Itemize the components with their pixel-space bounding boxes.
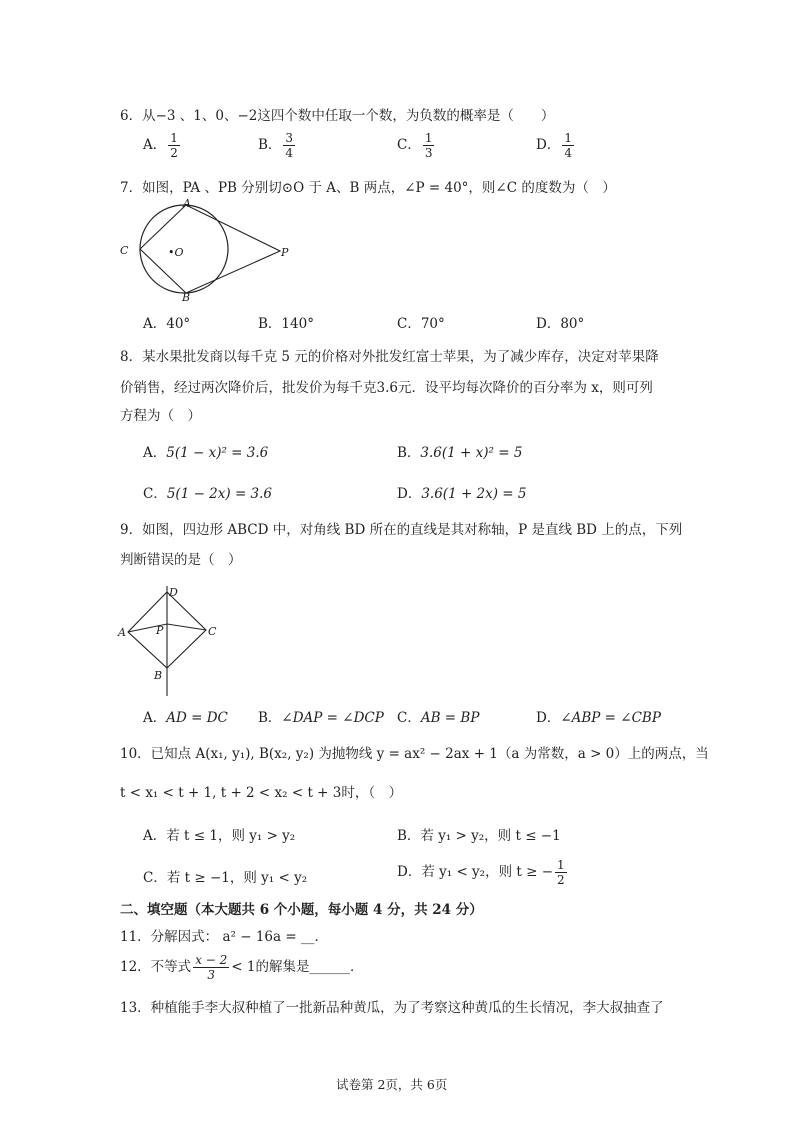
q9-option-b[interactable]: B．∠DAP = ∠DCP — [258, 710, 384, 726]
q8-option-a[interactable]: A．5(1 − x)² = 3.6 — [143, 445, 269, 461]
q13: 13．种植能手李大叔种植了一批新品种黄瓜，为了考察这种黄瓜的生长情况，李大叔抽查了 — [120, 1000, 664, 1016]
q8-line-2: 价销售，经过两次降价后，批发价为每千克3.6元．设平均每次降价的百分率为 x，则可列 — [120, 380, 653, 396]
q8-line-1: 8．某水果批发商以每千克 5 元的价格对外批发红富士苹果，为了减少库存，决定对苹果降 — [120, 349, 659, 365]
option-label: D． — [536, 137, 561, 153]
q6-option-a[interactable] — [143, 132, 182, 159]
fraction: $\frac{3}{4}$ — [285, 131, 294, 160]
q10-option-b[interactable]: B．若 y₁ > y₂，则 t ≤ −1 — [397, 828, 561, 844]
label-d: D — [169, 586, 178, 599]
q6-option-b[interactable] — [258, 132, 297, 159]
fraction: $\frac{x - 2}{3}$ — [195, 953, 228, 982]
option-label: B． — [258, 137, 282, 153]
label-p: P — [281, 246, 289, 259]
option-label: C． — [397, 137, 421, 153]
q9-line-2: 判断错误的是（ ） — [120, 552, 242, 568]
q8-line-3: 方程为（ ） — [120, 408, 201, 424]
q9-line-1: 9．如图，四边形 ABCD 中，对角线 BD 所在的直线是其对称轴，P 是直线 BD 上的点，下列 — [120, 522, 683, 538]
fraction: $\frac{1}{2}$ — [557, 858, 565, 887]
q10-option-a[interactable]: A．若 t ≤ 1，则 y₁ > y₂ — [143, 828, 296, 844]
tangent-lines — [140, 205, 280, 293]
fraction: $\frac{1}{3}$ — [424, 131, 433, 160]
label-a: A — [118, 626, 126, 639]
q8-option-b[interactable]: B．3.6(1 + x)² = 5 — [397, 445, 523, 461]
q10-line-1: 10．已知点 A(x₁, y₁), B(x₂, y₂) 为抛物线 y = ax² − 2ax + 1（a 为常数，a > 0）上的两点，当 — [120, 746, 709, 762]
q7-option-a[interactable]: A．40° — [143, 316, 191, 332]
label-b: B — [182, 291, 191, 304]
option-label: A． — [143, 137, 167, 153]
q10-option-c[interactable]: C．若 t ≥ −1，则 y₁ < y₂ — [143, 870, 308, 886]
q9-option-c[interactable]: C．AB = BP — [397, 710, 480, 726]
q7-stem: 7．如图，PA 、PB 分别切⊙O 于 A、B 两点，∠P = 40°，则∠C 的度数为（ ） — [120, 180, 616, 196]
label-c: C — [208, 625, 217, 638]
q10-line-2: t < x₁ < t + 1, t + 2 < x₂ < t + 3时，（ ） — [120, 785, 403, 801]
q6-option-d[interactable] — [536, 132, 576, 159]
q6-option-c[interactable] — [397, 132, 436, 159]
q7-option-c[interactable]: C．70° — [397, 316, 445, 332]
label-c: C — [120, 244, 129, 257]
page-footer: 试卷第 2页，共 6页 — [336, 1077, 448, 1092]
q9-option-d[interactable]: D．∠ABP = ∠CBP — [536, 710, 661, 726]
q10-option-d[interactable]: D．若 y₁ < y₂，则 t ≥ − $\frac{1}{2}$ — [397, 858, 565, 887]
q9-option-a[interactable]: A．AD = DC — [143, 710, 228, 726]
label-o: •O — [168, 246, 184, 259]
q7-option-b[interactable]: B．140° — [258, 316, 314, 332]
q12: 12．不等式 $\frac{x - 2}{3}$ < 1的解集是______． — [120, 953, 364, 982]
q8-option-d[interactable]: D．3.6(1 + 2x) = 5 — [397, 486, 527, 502]
q7-figure-circle-tangents — [110, 195, 310, 305]
q9-figure-quadrilateral — [112, 578, 222, 698]
label-p: P — [156, 624, 164, 637]
q6-stem: 6．从−3 、1、0、−2这四个数中任取一个数，为负数的概率是（ ） — [120, 108, 555, 124]
q11: 11．分解因式： a² − 16a = __． — [120, 929, 328, 945]
label-a: A — [183, 197, 191, 210]
q8-option-c[interactable]: C．5(1 − 2x) = 3.6 — [143, 486, 273, 502]
fraction: $\frac{1}{4}$ — [564, 131, 572, 160]
section-heading: 二、填空题（本大题共 6 个小题，每小题 4 分，共 24 分） — [120, 902, 483, 918]
q7-option-d[interactable]: D．80° — [536, 316, 585, 332]
label-b: B — [154, 669, 163, 682]
fraction: $\frac{1}{2}$ — [170, 131, 178, 160]
